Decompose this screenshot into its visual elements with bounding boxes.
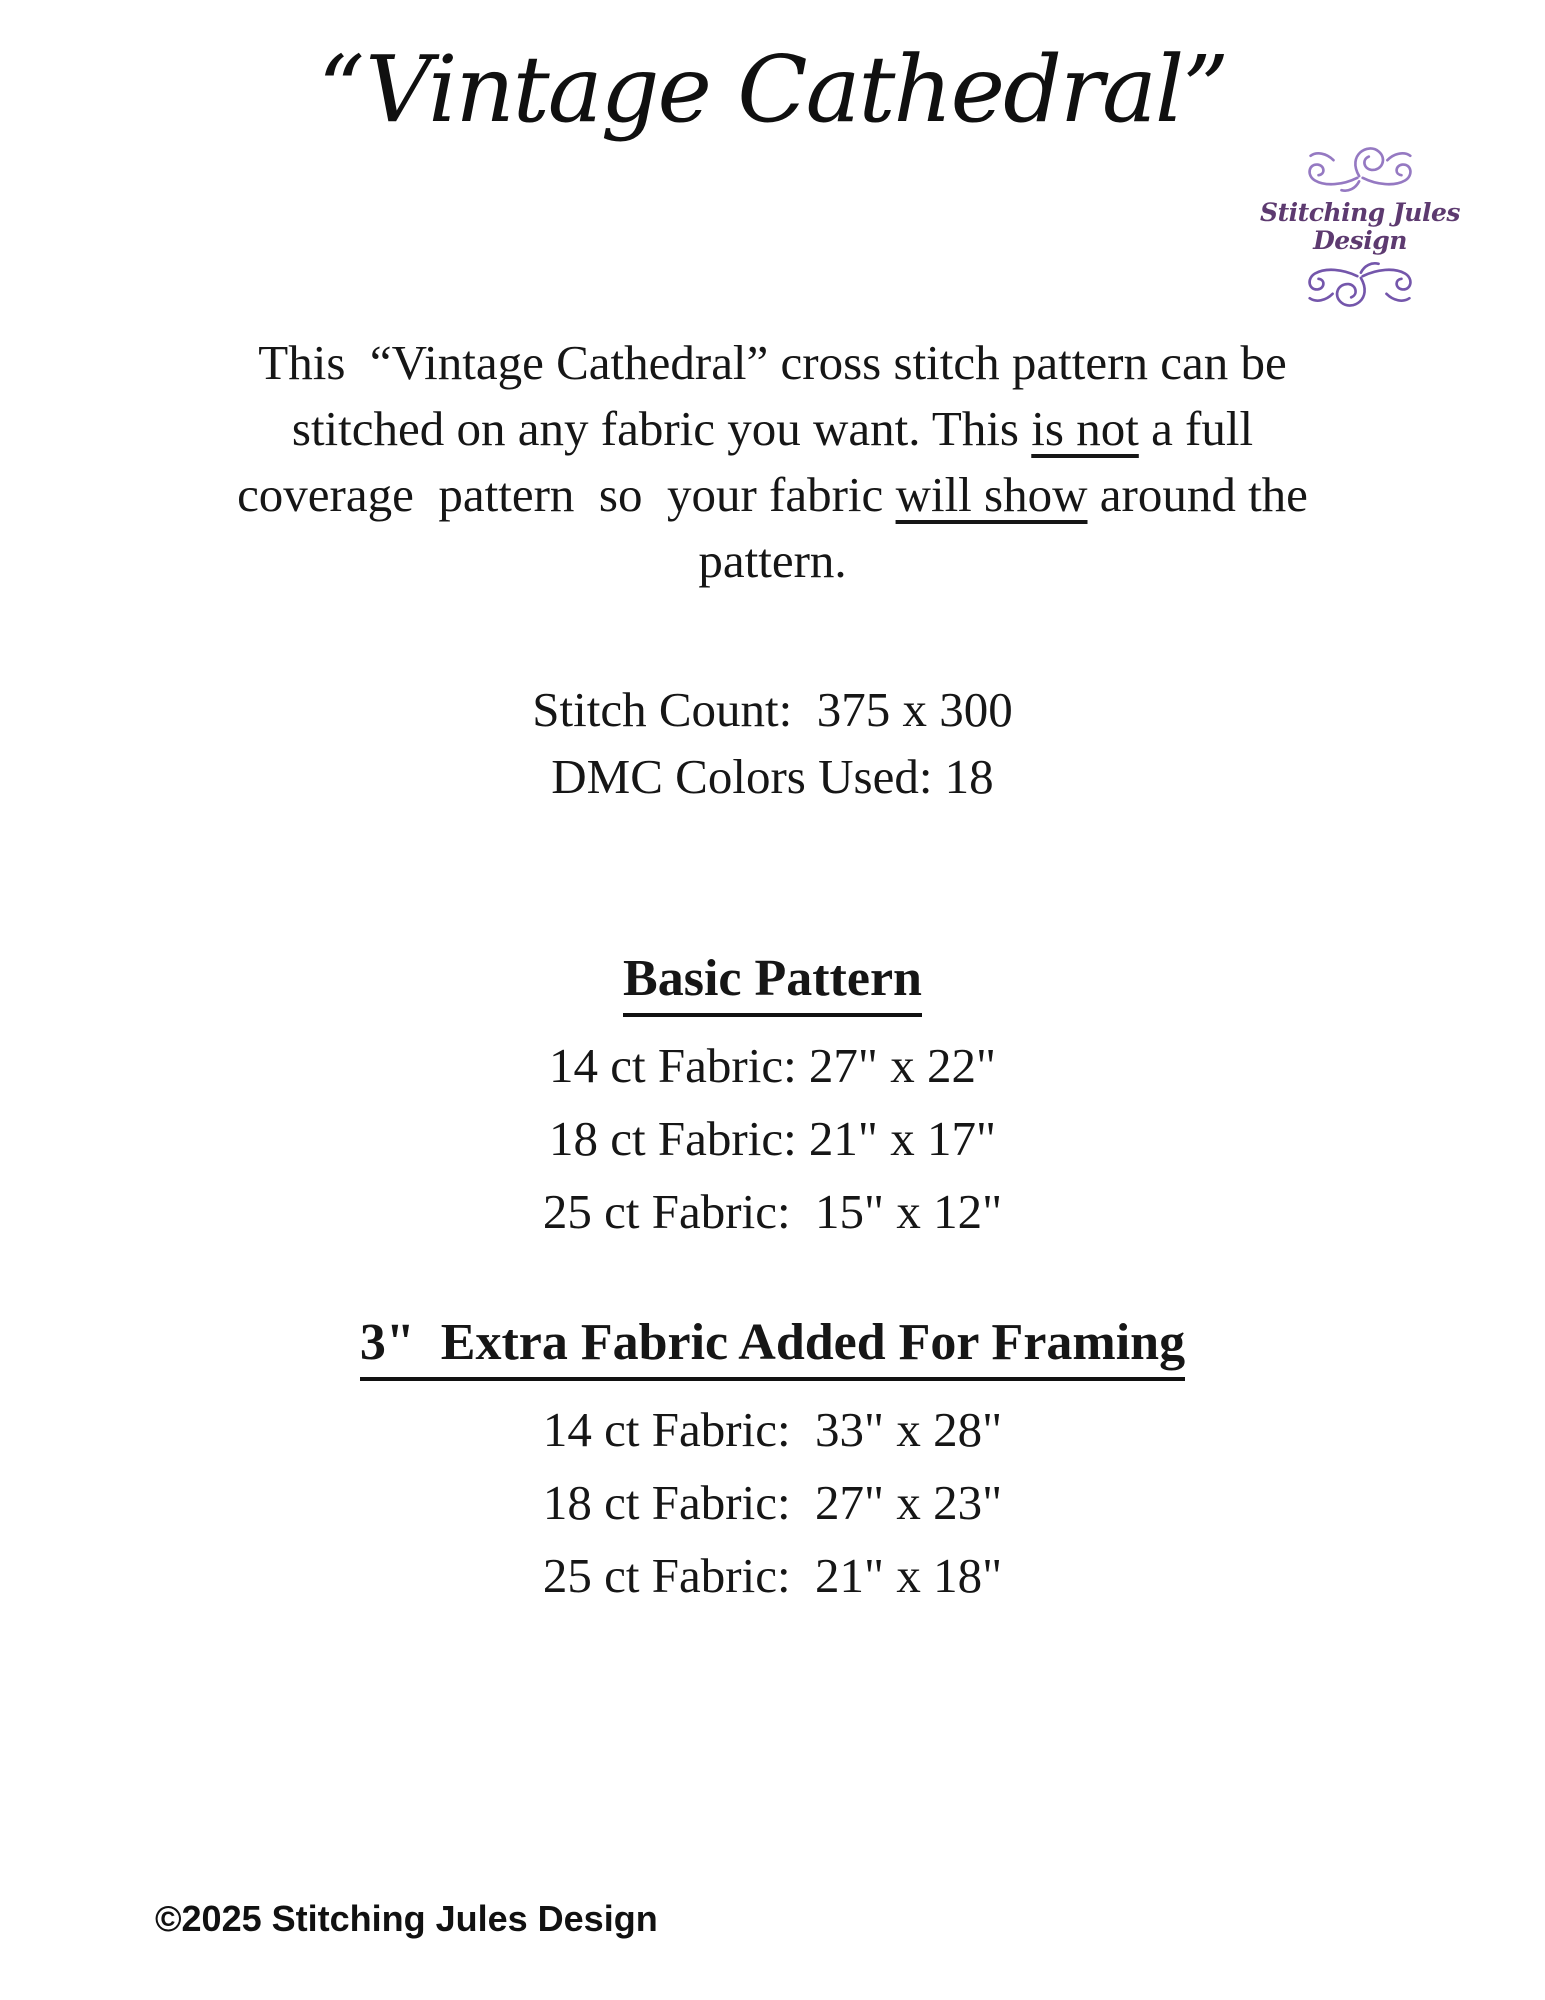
fabric-size-row: 18 ct Fabric: 27" x 23" (542, 1475, 1003, 1530)
page-title: “Vintage Cathedral” (317, 36, 1228, 143)
pattern-counts (0, 676, 1545, 810)
logo-flourish-bottom-icon (1285, 256, 1435, 314)
fabric-size-row: 14 ct Fabric: 33" x 28" (542, 1402, 1003, 1457)
fabric-size-row: 25 ct Fabric: 15" x 12" (542, 1184, 1003, 1239)
intro-line-3-tail: around the (1087, 467, 1308, 522)
framing-heading-text: 3" Extra Fabric Added For Framing (360, 1314, 1185, 1381)
fabric-size-row: 14 ct Fabric: 27" x 22" (549, 1038, 996, 1093)
intro-line-3 (0, 462, 1545, 528)
intro-line-3-text: coverage pattern so your fabric (237, 467, 896, 522)
dmc-colors-line: DMC Colors Used: 18 (551, 749, 994, 804)
copyright-notice: ©2025 Stitching Jules Design (155, 1898, 658, 1939)
intro-line-2-underlined: is not (1031, 401, 1139, 456)
basic-pattern-rows (0, 1029, 1545, 1248)
brand-logo (1225, 140, 1495, 314)
intro-paragraph (0, 330, 1545, 594)
intro-line-1: This “Vintage Cathedral” cross stitch pattern can be (258, 335, 1287, 390)
intro-line-2 (0, 396, 1545, 462)
intro-line-4: pattern. (698, 533, 847, 588)
logo-brand-name: Stitching Jules Design (1260, 198, 1469, 255)
basic-pattern-heading (0, 950, 1545, 1017)
stitch-count-line: Stitch Count: 375 x 300 (532, 682, 1013, 737)
intro-line-2-text: stitched on any fabric you want. This (291, 401, 1032, 456)
fabric-size-row: 25 ct Fabric: 21" x 18" (542, 1548, 1003, 1603)
basic-pattern-heading-text: Basic Pattern (623, 950, 922, 1017)
fabric-size-row: 18 ct Fabric: 21" x 17" (549, 1111, 996, 1166)
basic-pattern-section (0, 950, 1545, 1248)
intro-line-2-tail: a full (1138, 401, 1254, 456)
framing-heading (0, 1314, 1545, 1381)
framing-section (0, 1314, 1545, 1612)
intro-line-3-underlined: will show (895, 467, 1088, 522)
logo-flourish-top-icon (1285, 140, 1435, 198)
framing-rows (0, 1393, 1545, 1612)
